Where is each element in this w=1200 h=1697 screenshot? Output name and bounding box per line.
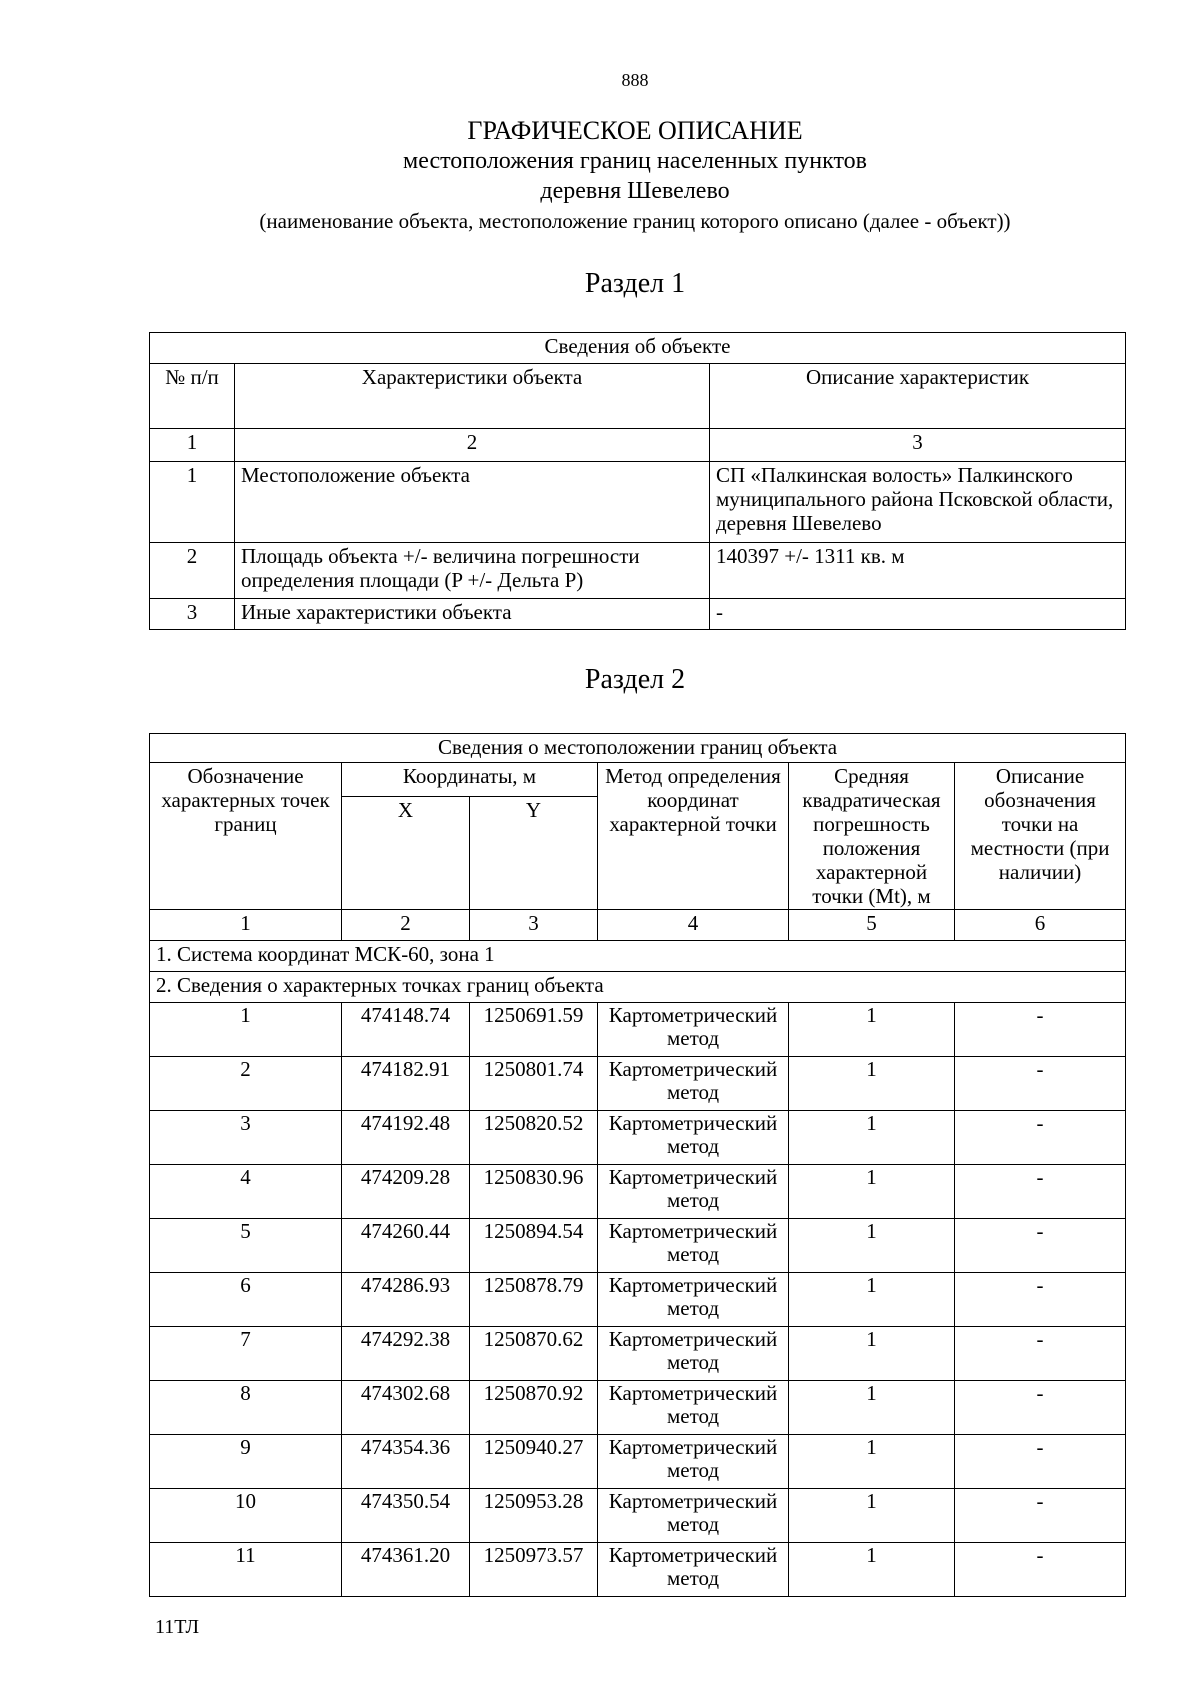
title-main: ГРАФИЧЕСКОЕ ОПИСАНИЕ	[467, 116, 803, 145]
point-y: 1250691.59	[470, 1003, 598, 1057]
point-x: 474361.20	[342, 1543, 470, 1597]
header-coords: Координаты, м	[342, 763, 598, 797]
header-point: Обозначение характерных точек границ	[150, 763, 342, 910]
title-line3: деревня Шевелево	[540, 178, 730, 204]
point-method: Картометрический метод	[598, 1273, 789, 1327]
header-y: Y	[470, 797, 598, 910]
point-x: 474286.93	[342, 1273, 470, 1327]
point-y: 1250940.27	[470, 1435, 598, 1489]
point-error: 1	[789, 1057, 955, 1111]
point-error: 1	[789, 1273, 955, 1327]
table2-title: Сведения о местоположении границ объекта	[150, 734, 1126, 763]
table-row	[150, 462, 1126, 543]
point-error: 1	[789, 1003, 955, 1057]
point-x: 474192.48	[342, 1111, 470, 1165]
point-description: -	[955, 1543, 1126, 1597]
point-method: Картометрический метод	[598, 1543, 789, 1597]
header-method: Метод определения координат характерной точки	[598, 763, 789, 910]
point-number: 6	[150, 1273, 342, 1327]
point-method: Картометрический метод	[598, 1381, 789, 1435]
point-error: 1	[789, 1165, 955, 1219]
point-error: 1	[789, 1435, 955, 1489]
section2-heading: Раздел 2	[584, 664, 686, 695]
point-x: 474350.54	[342, 1489, 470, 1543]
row-number: 3	[150, 599, 235, 630]
point-error: 1	[789, 1381, 955, 1435]
title-line2: местоположения границ населенных пунктов	[403, 148, 867, 174]
header-x: X	[342, 797, 470, 910]
point-number: 4	[150, 1165, 342, 1219]
table-row	[150, 1381, 1126, 1435]
page-number: 888	[621, 70, 649, 90]
table-row	[150, 1327, 1126, 1381]
point-x: 474182.91	[342, 1057, 470, 1111]
table1-colnum: 1	[150, 429, 235, 462]
point-x: 474260.44	[342, 1219, 470, 1273]
table1-header-description: Описание характеристик	[710, 364, 1126, 429]
point-y: 1250878.79	[470, 1273, 598, 1327]
point-error: 1	[789, 1111, 955, 1165]
point-description: -	[955, 1219, 1126, 1273]
point-method: Картометрический метод	[598, 1435, 789, 1489]
point-y: 1250870.92	[470, 1381, 598, 1435]
table1-header-num: № п/п	[150, 364, 235, 429]
point-description: -	[955, 1489, 1126, 1543]
point-y: 1250830.96	[470, 1165, 598, 1219]
table-row	[150, 543, 1126, 599]
points-body	[150, 1003, 1126, 1597]
title-note: (наименование объекта, местоположение границ которого описано (далее - объект))	[259, 209, 1011, 233]
table1-colnum: 3	[710, 429, 1126, 462]
point-x: 474354.36	[342, 1435, 470, 1489]
table2-colnum: 6	[955, 910, 1126, 941]
table2-colnum: 5	[789, 910, 955, 941]
point-number: 2	[150, 1057, 342, 1111]
table2-colnum: 2	[342, 910, 470, 941]
table1-colnum: 2	[235, 429, 710, 462]
point-method: Картометрический метод	[598, 1489, 789, 1543]
point-error: 1	[789, 1327, 955, 1381]
point-x: 474148.74	[342, 1003, 470, 1057]
point-y: 1250870.62	[470, 1327, 598, 1381]
point-description: -	[955, 1165, 1126, 1219]
row-name: Площадь объекта +/- величина погрешности определения площади (P +/- Дельта P)	[235, 543, 710, 599]
table-row	[150, 1543, 1126, 1597]
row-value: СП «Палкинская волость» Палкинского муниципального района Псковской области, деревня Шевелево	[710, 462, 1126, 543]
point-number: 1	[150, 1003, 342, 1057]
table-row	[150, 599, 1126, 630]
row-value: 140397 +/- 1311 кв. м	[710, 543, 1126, 599]
point-method: Картометрический метод	[598, 1003, 789, 1057]
header-error: Средняя квадратическая погрешность положения характерной точки (Mt), м	[789, 763, 955, 910]
point-x: 474302.68	[342, 1381, 470, 1435]
section1-heading: Раздел 1	[584, 268, 686, 299]
point-number: 5	[150, 1219, 342, 1273]
coordinate-system-row: 1. Система координат МСК-60, зона 1	[150, 941, 1126, 972]
row-number: 1	[150, 462, 235, 543]
document-title	[150, 116, 1120, 236]
point-description: -	[955, 1327, 1126, 1381]
point-number: 10	[150, 1489, 342, 1543]
footer-code: 11ТЛ	[155, 1616, 200, 1638]
point-number: 7	[150, 1327, 342, 1381]
table-row	[150, 1057, 1126, 1111]
point-method: Картометрический метод	[598, 1219, 789, 1273]
point-description: -	[955, 1003, 1126, 1057]
point-method: Картометрический метод	[598, 1057, 789, 1111]
point-description: -	[955, 1057, 1126, 1111]
point-number: 8	[150, 1381, 342, 1435]
point-description: -	[955, 1273, 1126, 1327]
point-method: Картометрический метод	[598, 1111, 789, 1165]
table-row	[150, 1435, 1126, 1489]
points-section-row: 2. Сведения о характерных точках границ объекта	[150, 972, 1126, 1003]
point-method: Картометрический метод	[598, 1327, 789, 1381]
table2-colnum: 4	[598, 910, 789, 941]
row-name: Местоположение объекта	[235, 462, 710, 543]
table-row	[150, 1489, 1126, 1543]
point-description: -	[955, 1435, 1126, 1489]
point-description: -	[955, 1381, 1126, 1435]
point-number: 9	[150, 1435, 342, 1489]
table1-header-characteristics: Характеристики объекта	[235, 364, 710, 429]
header-description: Описание обозначения точки на местности (при наличии)	[955, 763, 1126, 910]
point-error: 1	[789, 1543, 955, 1597]
point-y: 1250801.74	[470, 1057, 598, 1111]
table1-title: Сведения об объекте	[150, 333, 1126, 364]
table-row	[150, 1003, 1126, 1057]
point-y: 1250953.28	[470, 1489, 598, 1543]
table-row	[150, 1219, 1126, 1273]
table-row	[150, 1111, 1126, 1165]
table-row	[150, 1165, 1126, 1219]
row-value: -	[710, 599, 1126, 630]
boundary-points-table	[149, 733, 1126, 1597]
point-error: 1	[789, 1219, 955, 1273]
point-description: -	[955, 1111, 1126, 1165]
point-y: 1250894.54	[470, 1219, 598, 1273]
point-x: 474209.28	[342, 1165, 470, 1219]
row-number: 2	[150, 543, 235, 599]
point-error: 1	[789, 1489, 955, 1543]
point-number: 11	[150, 1543, 342, 1597]
table2-colnum: 1	[150, 910, 342, 941]
point-y: 1250973.57	[470, 1543, 598, 1597]
point-y: 1250820.52	[470, 1111, 598, 1165]
point-method: Картометрический метод	[598, 1165, 789, 1219]
table2-colnum: 3	[470, 910, 598, 941]
row-name: Иные характеристики объекта	[235, 599, 710, 630]
table-row	[150, 1273, 1126, 1327]
point-number: 3	[150, 1111, 342, 1165]
point-x: 474292.38	[342, 1327, 470, 1381]
object-info-table	[149, 332, 1126, 630]
